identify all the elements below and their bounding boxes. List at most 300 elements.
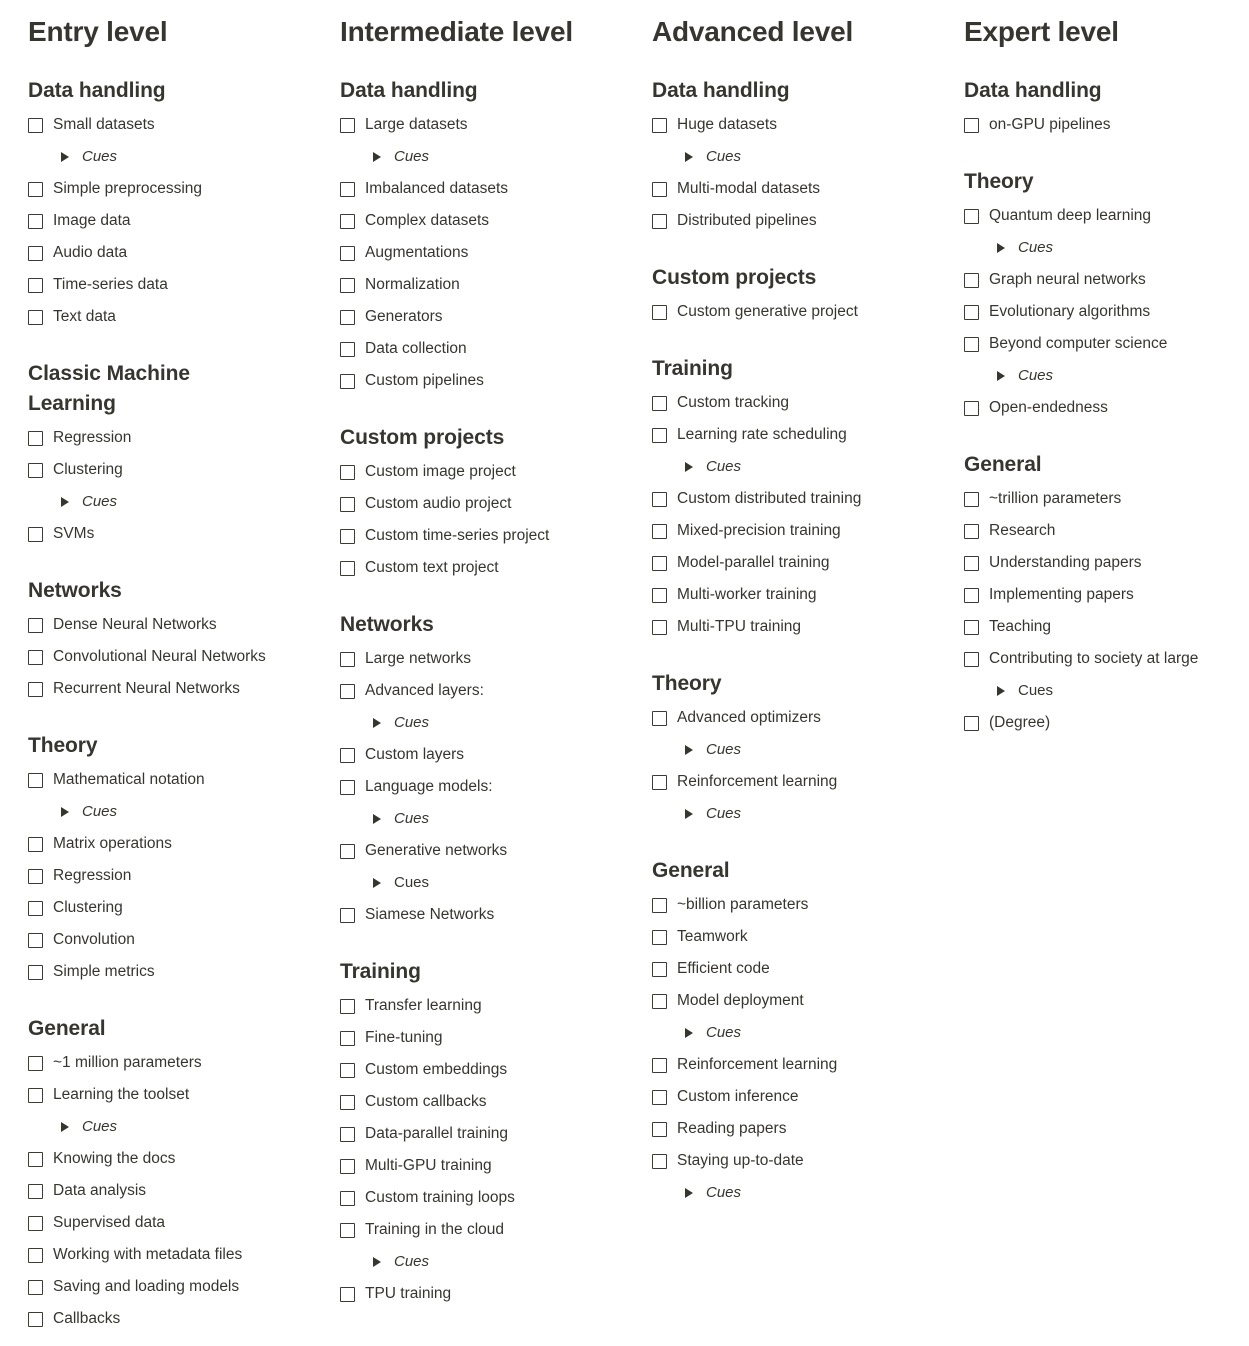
todo-item-label: Multi-TPU training [677, 618, 802, 635]
checkbox-icon[interactable] [28, 527, 43, 542]
todo-item-label: Evolutionary algorithms [989, 303, 1151, 320]
todo-item-label: Regression [53, 867, 132, 884]
section-training [340, 957, 624, 1310]
todo-item[interactable] [340, 899, 624, 931]
todo-item[interactable] [340, 835, 624, 867]
todo-item[interactable] [340, 675, 624, 707]
cues-toggle[interactable] [652, 451, 936, 483]
toggle-triangle-icon[interactable] [373, 814, 381, 824]
checkbox-icon[interactable] [652, 775, 667, 790]
todo-item-label: Imbalanced datasets [365, 180, 509, 197]
todo-item[interactable] [652, 579, 936, 611]
checkbox-icon[interactable] [340, 844, 355, 859]
checkbox-icon[interactable] [340, 278, 355, 293]
todo-item[interactable] [340, 1086, 624, 1118]
todo-item[interactable] [340, 520, 624, 552]
todo-item[interactable] [340, 205, 624, 237]
todo-item-label: Simple metrics [53, 963, 155, 980]
checkbox-icon[interactable] [340, 1191, 355, 1206]
todo-item[interactable] [28, 205, 312, 237]
todo-item[interactable] [340, 1150, 624, 1182]
section-heading: General [964, 453, 1042, 476]
section-custom-projects [340, 423, 624, 584]
todo-item-label: Data collection [365, 340, 467, 357]
todo-item[interactable] [652, 1049, 936, 1081]
todo-item[interactable] [964, 547, 1248, 579]
todo-item-label: Clustering [53, 461, 123, 478]
todo-item-label: Distributed pipelines [677, 212, 817, 229]
todo-item[interactable] [652, 702, 936, 734]
checkbox-icon[interactable] [28, 618, 43, 633]
checkbox-icon[interactable] [652, 396, 667, 411]
checkbox-icon[interactable] [964, 118, 979, 133]
checkbox-icon[interactable] [340, 529, 355, 544]
todo-item-label: Augmentations [365, 244, 469, 261]
cues-label: Cues [706, 1024, 742, 1041]
todo-item-label: Generative networks [365, 842, 508, 859]
todo-item[interactable] [964, 515, 1248, 547]
todo-item-label: Data analysis [53, 1182, 147, 1199]
todo-item[interactable] [28, 924, 312, 956]
todo-item-label: Custom inference [677, 1088, 799, 1105]
cues-label: Cues [82, 493, 118, 510]
todo-item-label: Transfer learning [365, 997, 482, 1014]
checkbox-icon[interactable] [28, 278, 43, 293]
cues-toggle[interactable] [652, 734, 936, 766]
section-heading: General [652, 859, 730, 882]
checkbox-icon[interactable] [964, 556, 979, 571]
todo-item[interactable] [340, 365, 624, 397]
cues-toggle[interactable] [652, 141, 936, 173]
todo-item-label: Open-endedness [989, 399, 1108, 416]
todo-item[interactable] [340, 269, 624, 301]
toggle-triangle-icon[interactable] [61, 1122, 69, 1132]
checkbox-icon[interactable] [340, 118, 355, 133]
checkbox-icon[interactable] [964, 273, 979, 288]
todo-item[interactable] [964, 611, 1248, 643]
toggle-triangle-icon[interactable] [997, 243, 1005, 253]
toggle-triangle-icon[interactable] [61, 807, 69, 817]
toggle-triangle-icon[interactable] [685, 152, 693, 162]
checkbox-icon[interactable] [340, 1159, 355, 1174]
todo-item[interactable] [340, 301, 624, 333]
checkbox-icon[interactable] [652, 182, 667, 197]
checkbox-icon[interactable] [652, 711, 667, 726]
todo-item-label: Custom time-series project [365, 527, 550, 544]
checkbox-icon[interactable] [340, 214, 355, 229]
todo-item[interactable] [28, 641, 312, 673]
checkbox-icon[interactable] [28, 214, 43, 229]
todo-item[interactable] [28, 673, 312, 705]
todo-item[interactable] [28, 1303, 312, 1335]
checkbox-icon[interactable] [652, 214, 667, 229]
todo-item[interactable] [340, 643, 624, 675]
todo-item[interactable] [28, 1271, 312, 1303]
checkbox-icon[interactable] [964, 524, 979, 539]
checkbox-icon[interactable] [964, 716, 979, 731]
section-heading: General [28, 1017, 106, 1040]
cues-toggle[interactable] [964, 675, 1248, 707]
checkbox-icon[interactable] [652, 994, 667, 1009]
checkbox-icon[interactable] [28, 118, 43, 133]
toggle-triangle-icon[interactable] [373, 152, 381, 162]
todo-item-label: Quantum deep learning [989, 207, 1152, 224]
todo-item-label: Efficient code [677, 960, 770, 977]
todo-item-label: Generators [365, 308, 443, 325]
toggle-triangle-icon[interactable] [61, 152, 69, 162]
todo-item[interactable] [28, 173, 312, 205]
checkbox-icon[interactable] [340, 780, 355, 795]
todo-item[interactable] [28, 1079, 312, 1111]
todo-item[interactable] [652, 109, 936, 141]
cues-toggle[interactable] [340, 1246, 624, 1278]
todo-item[interactable] [652, 611, 936, 643]
checkbox-icon[interactable] [652, 1090, 667, 1105]
toggle-triangle-icon[interactable] [685, 1188, 693, 1198]
column-expert-level [964, 14, 1248, 739]
todo-item-label: Normalization [365, 276, 460, 293]
checkbox-icon[interactable] [340, 748, 355, 763]
cues-toggle[interactable] [652, 798, 936, 830]
todo-item[interactable] [340, 990, 624, 1022]
checkbox-icon[interactable] [28, 837, 43, 852]
todo-item[interactable] [964, 483, 1248, 515]
todo-item[interactable] [964, 296, 1248, 328]
todo-item-label: Multi-modal datasets [677, 180, 821, 197]
checkbox-icon[interactable] [652, 898, 667, 913]
cues-label: Cues [1018, 239, 1054, 256]
todo-item[interactable] [340, 1054, 624, 1086]
cues-toggle[interactable] [28, 486, 312, 518]
checkbox-icon[interactable] [28, 431, 43, 446]
checkbox-icon[interactable] [652, 118, 667, 133]
todo-item[interactable] [652, 1081, 936, 1113]
checkbox-icon[interactable] [340, 246, 355, 261]
checkbox-icon[interactable] [964, 492, 979, 507]
todo-item[interactable] [652, 953, 936, 985]
todo-item[interactable] [964, 264, 1248, 296]
todo-item-label: Mathematical notation [53, 771, 205, 788]
todo-item-label: Advanced optimizers [677, 709, 821, 726]
todo-item[interactable] [28, 518, 312, 550]
todo-item-label: TPU training [365, 1285, 452, 1302]
todo-item-label: Custom distributed training [677, 490, 862, 507]
checkbox-icon[interactable] [28, 1280, 43, 1295]
todo-item[interactable] [964, 392, 1248, 424]
todo-item[interactable] [28, 454, 312, 486]
checkbox-icon[interactable] [340, 1031, 355, 1046]
todo-item[interactable] [340, 739, 624, 771]
todo-item[interactable] [28, 892, 312, 924]
checkbox-icon[interactable] [652, 428, 667, 443]
todo-item-label: Regression [53, 429, 132, 446]
toggle-triangle-icon[interactable] [685, 462, 693, 472]
cues-toggle[interactable] [340, 707, 624, 739]
checkbox-icon[interactable] [964, 652, 979, 667]
checkbox-icon[interactable] [28, 182, 43, 197]
checkbox-icon[interactable] [964, 209, 979, 224]
todo-item[interactable] [340, 1118, 624, 1150]
todo-item[interactable] [28, 237, 312, 269]
cues-toggle[interactable] [28, 1111, 312, 1143]
checkbox-icon[interactable] [652, 620, 667, 635]
todo-item-label: Complex datasets [365, 212, 490, 229]
todo-item[interactable] [652, 1113, 936, 1145]
column-entry-level [28, 14, 312, 1335]
todo-item[interactable] [652, 766, 936, 798]
todo-item[interactable] [340, 173, 624, 205]
section-heading: Networks [340, 613, 434, 636]
section-theory [28, 731, 312, 988]
checkbox-icon[interactable] [964, 337, 979, 352]
cues-toggle[interactable] [28, 141, 312, 173]
section-data-handling [652, 76, 936, 237]
checkbox-icon[interactable] [652, 524, 667, 539]
checkbox-icon[interactable] [28, 965, 43, 980]
section-heading: Data handling [964, 79, 1102, 102]
checkbox-icon[interactable] [28, 463, 43, 478]
section-heading: Data handling [340, 79, 478, 102]
cues-toggle[interactable] [340, 803, 624, 835]
todo-item-label: Simple preprocessing [53, 180, 203, 197]
section-heading: Theory [652, 672, 722, 695]
todo-item[interactable] [652, 296, 936, 328]
checkbox-icon[interactable] [652, 588, 667, 603]
cues-label: Cues [394, 874, 430, 891]
todo-item[interactable] [964, 328, 1248, 360]
todo-item[interactable] [28, 1239, 312, 1271]
todo-item[interactable] [28, 609, 312, 641]
checkbox-icon[interactable] [28, 933, 43, 948]
todo-item-label: Custom tracking [677, 394, 789, 411]
todo-item[interactable] [652, 515, 936, 547]
todo-item[interactable] [28, 764, 312, 796]
todo-item[interactable] [28, 1143, 312, 1175]
todo-item-label: Fine-tuning [365, 1029, 443, 1046]
todo-item[interactable] [28, 956, 312, 988]
cues-label: Cues [82, 148, 118, 165]
checkbox-icon[interactable] [964, 401, 979, 416]
todo-item-label: Large networks [365, 650, 471, 667]
todo-item[interactable] [652, 889, 936, 921]
todo-item-label: Learning rate scheduling [677, 426, 847, 443]
section-heading: Theory [28, 734, 98, 757]
todo-item[interactable] [28, 828, 312, 860]
section-heading: Data handling [28, 79, 166, 102]
checkbox-icon[interactable] [652, 305, 667, 320]
todo-item-label: Custom pipelines [365, 372, 484, 389]
checkbox-icon[interactable] [652, 962, 667, 977]
checkbox-icon[interactable] [28, 1216, 43, 1231]
section-heading: Training [652, 357, 733, 380]
checkbox-icon[interactable] [340, 374, 355, 389]
todo-item-label: Staying up-to-date [677, 1152, 804, 1169]
todo-item-label: Multi-GPU training [365, 1157, 492, 1174]
toggle-triangle-icon[interactable] [373, 718, 381, 728]
section-data-handling [964, 76, 1248, 141]
cues-label: Cues [706, 741, 742, 758]
todo-item[interactable] [340, 488, 624, 520]
todo-item[interactable] [28, 269, 312, 301]
todo-item-label: Clustering [53, 899, 123, 916]
todo-item[interactable] [28, 422, 312, 454]
cues-toggle[interactable] [652, 1177, 936, 1209]
section-heading: Data handling [652, 79, 790, 102]
todo-item[interactable] [964, 707, 1248, 739]
todo-item-label: Convolution [53, 931, 135, 948]
todo-item-label: Advanced layers: [365, 682, 484, 699]
section-general [964, 450, 1248, 739]
checkbox-icon[interactable] [28, 901, 43, 916]
checkbox-icon[interactable] [340, 561, 355, 576]
checkbox-icon[interactable] [28, 1248, 43, 1263]
checkbox-icon[interactable] [652, 1122, 667, 1137]
cues-label: Cues [1018, 682, 1054, 699]
column-title: Entry level [28, 16, 168, 47]
todo-item[interactable] [340, 1214, 624, 1246]
todo-item[interactable] [652, 419, 936, 451]
todo-item[interactable] [652, 921, 936, 953]
section-data-handling [28, 76, 312, 333]
cues-label: Cues [706, 1184, 742, 1201]
todo-item-label: Image data [53, 212, 131, 229]
cues-label: Cues [394, 810, 430, 827]
todo-item[interactable] [652, 547, 936, 579]
todo-item[interactable] [340, 1182, 624, 1214]
section-general [28, 1014, 312, 1335]
cues-label: Cues [82, 1118, 118, 1135]
toggle-triangle-icon[interactable] [685, 1028, 693, 1038]
todo-item[interactable] [652, 985, 936, 1017]
checkbox-icon[interactable] [340, 465, 355, 480]
checkbox-icon[interactable] [340, 342, 355, 357]
checkbox-icon[interactable] [28, 1088, 43, 1103]
todo-item-label: SVMs [53, 525, 95, 542]
toggle-triangle-icon[interactable] [373, 878, 381, 888]
todo-item[interactable] [340, 1022, 624, 1054]
cues-toggle[interactable] [28, 796, 312, 828]
todo-item[interactable] [340, 552, 624, 584]
todo-item[interactable] [340, 1278, 624, 1310]
section-heading: Networks [28, 579, 122, 602]
todo-item-label: Knowing the docs [53, 1150, 176, 1167]
todo-item-label: Multi-worker training [677, 586, 817, 603]
todo-item[interactable] [652, 1145, 936, 1177]
toggle-triangle-icon[interactable] [373, 1257, 381, 1267]
todo-item[interactable] [28, 301, 312, 333]
toggle-triangle-icon[interactable] [61, 497, 69, 507]
checkbox-icon[interactable] [652, 930, 667, 945]
toggle-triangle-icon[interactable] [997, 686, 1005, 696]
todo-item[interactable] [652, 173, 936, 205]
todo-item-label: Matrix operations [53, 835, 172, 852]
todo-item[interactable] [964, 109, 1248, 141]
cues-label: Cues [706, 148, 742, 165]
checkbox-icon[interactable] [340, 182, 355, 197]
todo-item[interactable] [28, 1175, 312, 1207]
todo-item[interactable] [28, 860, 312, 892]
todo-item-label: on-GPU pipelines [989, 116, 1111, 133]
cues-toggle[interactable] [340, 141, 624, 173]
todo-item[interactable] [652, 483, 936, 515]
todo-item-label: ~billion parameters [677, 896, 809, 913]
section-data-handling [340, 76, 624, 397]
todo-item[interactable] [964, 200, 1248, 232]
checkbox-icon[interactable] [28, 1312, 43, 1327]
checkbox-icon[interactable] [964, 588, 979, 603]
checkbox-icon[interactable] [652, 556, 667, 571]
todo-item[interactable] [28, 1207, 312, 1239]
checkbox-icon[interactable] [652, 1058, 667, 1073]
checkbox-icon[interactable] [964, 620, 979, 635]
todo-item[interactable] [652, 205, 936, 237]
section-training [652, 354, 936, 643]
column-title: Advanced level [652, 16, 854, 47]
checkbox-icon[interactable] [28, 682, 43, 697]
todo-item-label: Custom callbacks [365, 1093, 487, 1110]
cues-toggle[interactable] [652, 1017, 936, 1049]
checkbox-icon[interactable] [340, 1095, 355, 1110]
checkbox-icon[interactable] [340, 908, 355, 923]
todo-item[interactable] [340, 109, 624, 141]
todo-item[interactable] [652, 387, 936, 419]
toggle-triangle-icon[interactable] [997, 371, 1005, 381]
checkbox-icon[interactable] [340, 1127, 355, 1142]
cues-toggle[interactable] [964, 360, 1248, 392]
checkbox-icon[interactable] [340, 652, 355, 667]
todo-item-label: Model-parallel training [677, 554, 830, 571]
checkbox-icon[interactable] [28, 1184, 43, 1199]
checkbox-icon[interactable] [340, 684, 355, 699]
checkbox-icon[interactable] [28, 869, 43, 884]
checkbox-icon[interactable] [28, 1152, 43, 1167]
todo-item-label: Mixed-precision training [677, 522, 841, 539]
checkbox-icon[interactable] [340, 1287, 355, 1302]
todo-item-label: Custom layers [365, 746, 465, 763]
todo-item-label: Recurrent Neural Networks [53, 680, 240, 697]
checkbox-icon[interactable] [340, 310, 355, 325]
todo-item-label: ~trillion parameters [989, 490, 1122, 507]
todo-item[interactable] [28, 1047, 312, 1079]
section-theory [964, 167, 1248, 424]
checkbox-icon[interactable] [964, 305, 979, 320]
checkbox-icon[interactable] [28, 1056, 43, 1071]
checkbox-icon[interactable] [340, 1223, 355, 1238]
toggle-triangle-icon[interactable] [685, 745, 693, 755]
todo-item[interactable] [964, 579, 1248, 611]
cues-toggle[interactable] [964, 232, 1248, 264]
checkbox-icon[interactable] [652, 1154, 667, 1169]
checkbox-icon[interactable] [28, 773, 43, 788]
checkbox-icon[interactable] [340, 999, 355, 1014]
checkbox-icon[interactable] [28, 310, 43, 325]
todo-item[interactable] [340, 771, 624, 803]
checkbox-icon[interactable] [28, 650, 43, 665]
checkbox-icon[interactable] [340, 1063, 355, 1078]
todo-item-label: Huge datasets [677, 116, 777, 133]
column-intermediate-level [340, 14, 624, 1310]
todo-item[interactable] [340, 456, 624, 488]
cues-toggle[interactable] [340, 867, 624, 899]
todo-item[interactable] [340, 333, 624, 365]
toggle-triangle-icon[interactable] [685, 809, 693, 819]
todo-item[interactable] [28, 109, 312, 141]
checkbox-icon[interactable] [652, 492, 667, 507]
checkbox-icon[interactable] [340, 497, 355, 512]
todo-item[interactable] [964, 643, 1248, 675]
checkbox-icon[interactable] [28, 246, 43, 261]
todo-item[interactable] [340, 237, 624, 269]
